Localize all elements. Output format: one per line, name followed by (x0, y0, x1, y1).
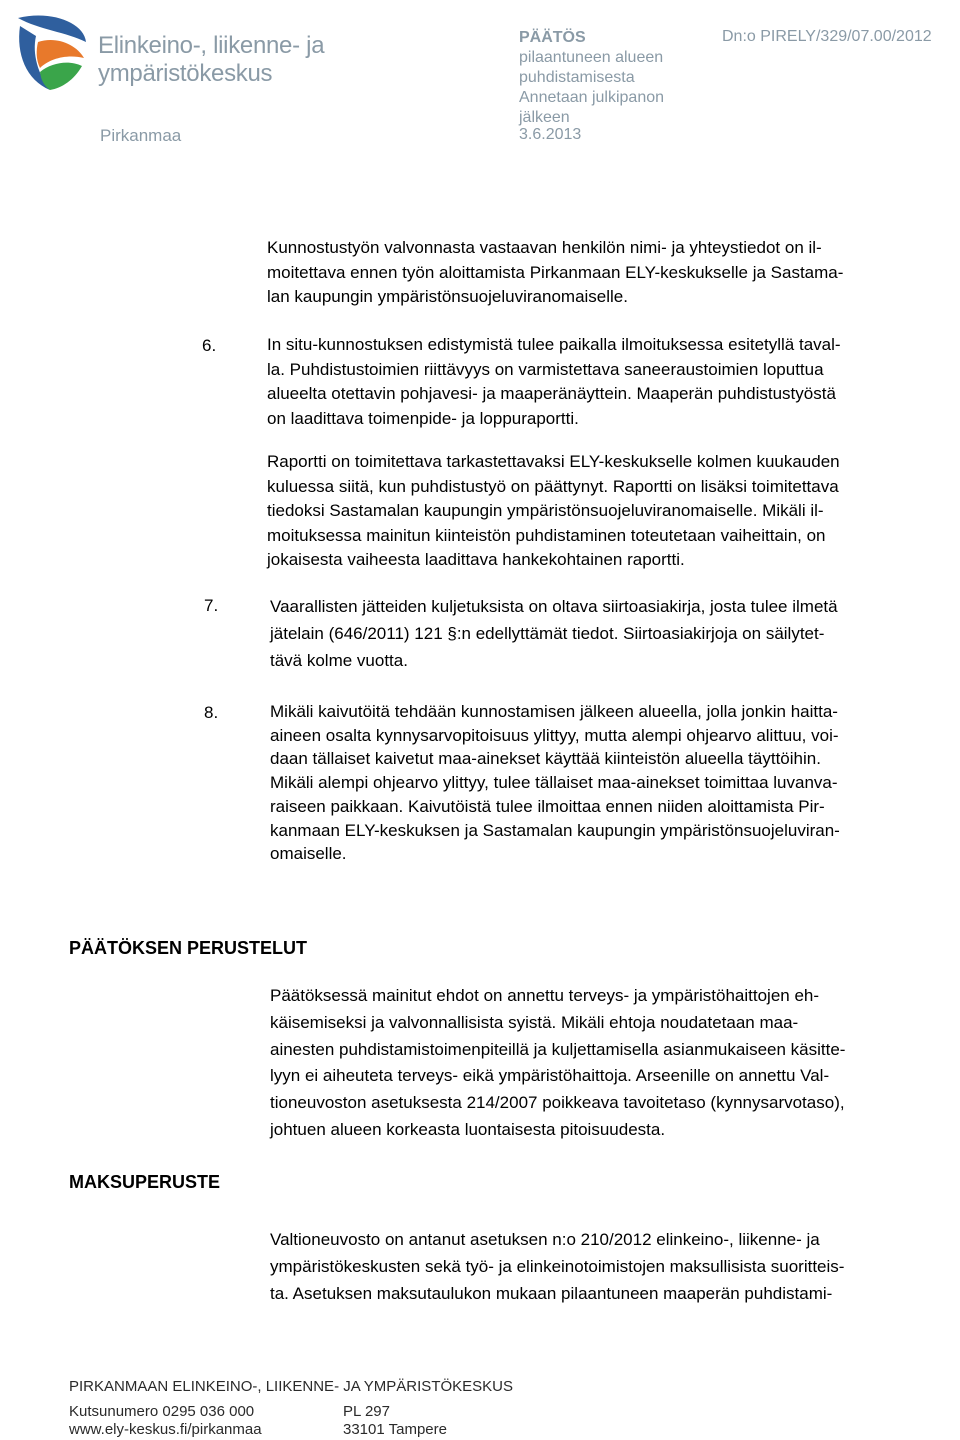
document-type: PÄÄTÖS (519, 29, 586, 46)
text-line: on laadittava toimenpide- ja loppuraportti. (267, 408, 579, 428)
document-date: 3.6.2013 (519, 126, 582, 143)
text-line: tioneuvoston asetuksesta 214/2007 poikkeava tavoitetaso (kynnysarvotaso), (270, 1093, 845, 1113)
item-7-paragraph (270, 593, 838, 674)
document-subject-line: jälkeen (519, 109, 570, 126)
text-line: johtuen alueen korkeasta luontaisesta pitoisuudesta. (270, 1119, 666, 1139)
org-name-line-1: Elinkeino-, liikenne- ja (98, 32, 325, 59)
footer-org: PIRKANMAAN ELINKEINO-, LIIKENNE- JA YMPÄRISTÖKESKUS (69, 1378, 514, 1395)
text-line: raiseen paikkaan. Kaivutöistä tulee ilmoittaa ennen niiden aloittamista Pir- (270, 796, 825, 816)
text-line: Valtioneuvosto on antanut asetuksen n:o 210/2012 elinkeino-, liikenne- ja (270, 1230, 820, 1249)
item-7-number: 7. (204, 596, 219, 615)
text-line: moituksessa mainitun kiinteistön puhdistaminen toteutetaan vaiheittain, on (267, 525, 826, 545)
org-name (98, 32, 324, 88)
footer-web-link[interactable]: www.ely-keskus.fi/pirkanmaa (69, 1421, 262, 1438)
text-line: omaiselle. (270, 844, 347, 864)
text-line: tiedoksi Sastamalan kaupungin ympäristönsuojeluviranomaiselle. Mikäli il- (267, 501, 824, 521)
perustelut-paragraph (270, 983, 845, 1144)
footer-phone: Kutsunumero 0295 036 000 (69, 1403, 255, 1420)
text-line: moitettava ennen työn aloittamista Pirkanmaan ELY-keskukselle ja Sastama- (267, 262, 844, 282)
document-number: Dn:o PIRELY/329/07.00/2012 (722, 28, 932, 45)
text-line: daan tällaiset kaivetut maa-ainekset käyttää kiinteistön alueella täyttöihin. (270, 749, 821, 769)
section-heading-perustelut: PÄÄTÖKSEN PERUSTELUT (69, 938, 308, 958)
item-6-number: 6. (202, 336, 217, 355)
text-line: Kunnostustyön valvonnasta vastaavan henkilön nimi- ja yhteystiedot on il- (267, 238, 822, 257)
text-line: Raportti on toimitettava tarkastettavaksi ELY-keskukselle kolmen kuukauden (267, 452, 840, 471)
text-line: jokaisesta vaiheesta laadittava hankekohtainen raportti. (267, 550, 685, 570)
text-line: lyyn ei aiheuteta terveys- eikä ympäristöhaittoja. Arseenille on annettu Val- (270, 1066, 830, 1086)
region-label: Pirkanmaa (100, 126, 182, 145)
item-8-paragraph (270, 700, 840, 866)
text-line: aineen osalta kynnysarvopitoisuus ylittyy, mutta alempi ohjearvo alittuu, voi- (270, 725, 839, 745)
text-line: Mikäli alempi ohjearvo ylittyy, tulee tällaiset maa-ainekset toimittaa luvanva- (270, 773, 838, 793)
text-line: alueelta otettavin pohjavesi- ja maaperänäyttein. Maaperän puhdistustyöstä (267, 384, 836, 404)
text-line: Vaarallisten jätteiden kuljetuksista on oltava siirtoasiakirja, josta tulee ilmetä (270, 597, 838, 616)
ely-logo (10, 8, 92, 94)
text-line: jätelain (646/2011) 121 §:n edellyttämät tiedot. Siirtoasiakirjoja on säilytet- (270, 624, 825, 643)
item-6-report-paragraph (267, 450, 840, 573)
document-type-block (519, 28, 664, 128)
intro-paragraph (267, 236, 843, 310)
text-line: kuluessa siitä, kun puhdistustyö on päättynyt. Raportti on lisäksi toimitettava (267, 476, 839, 496)
document-subject-line: Annetaan julkipanon (519, 89, 665, 106)
text-line: ympäristökeskusten sekä työ- ja elinkeinotoimistojen maksullisista suoritteis- (270, 1257, 845, 1276)
item-6-paragraph (267, 333, 841, 431)
text-line: la. Puhdistustoimien riittävyys on varmistettava saneeraustoimien loputtua (267, 359, 824, 379)
maksuperuste-paragraph (270, 1226, 844, 1307)
section-heading-maksuperuste: MAKSUPERUSTE (69, 1172, 221, 1192)
text-line: ta. Asetuksen maksutaulukon mukaan pilaantuneen maaperän puhdistami- (270, 1284, 833, 1303)
text-line: Mikäli kaivutöitä tehdään kunnostamisen jälkeen alueella, jolla jonkin haitta- (270, 702, 838, 721)
text-line: kanmaan ELY-keskuksen ja Sastamalan kaupungin ympäristönsuojeluviran- (270, 820, 840, 840)
footer-postal: 33101 Tampere (343, 1421, 447, 1438)
document-subject-line: pilaantuneen alueen (519, 49, 664, 66)
text-line: tävä kolme vuotta. (270, 651, 408, 670)
text-line: lan kaupungin ympäristönsuojeluviranomaiselle. (267, 287, 628, 307)
footer-po-box: PL 297 (343, 1403, 390, 1420)
text-line: käisemiseksi ja valvonnallisista syistä. Mikäli ehtoja noudatetaan maa- (270, 1012, 799, 1032)
document-subject-line: puhdistamisesta (519, 69, 635, 86)
item-8-number: 8. (204, 703, 219, 722)
text-line: In situ-kunnostuksen edistymistä tulee paikalla ilmoituksessa esitetyllä taval- (267, 335, 841, 354)
text-line: Päätöksessä mainitut ehdot on annettu terveys- ja ympäristöhaittojen eh- (270, 986, 820, 1005)
text-line: ainesten puhdistamistoimenpiteillä ja kuljettamisella asianmukaiseen käsitte- (270, 1039, 846, 1059)
org-name-line-2: ympäristökeskus (98, 60, 273, 87)
